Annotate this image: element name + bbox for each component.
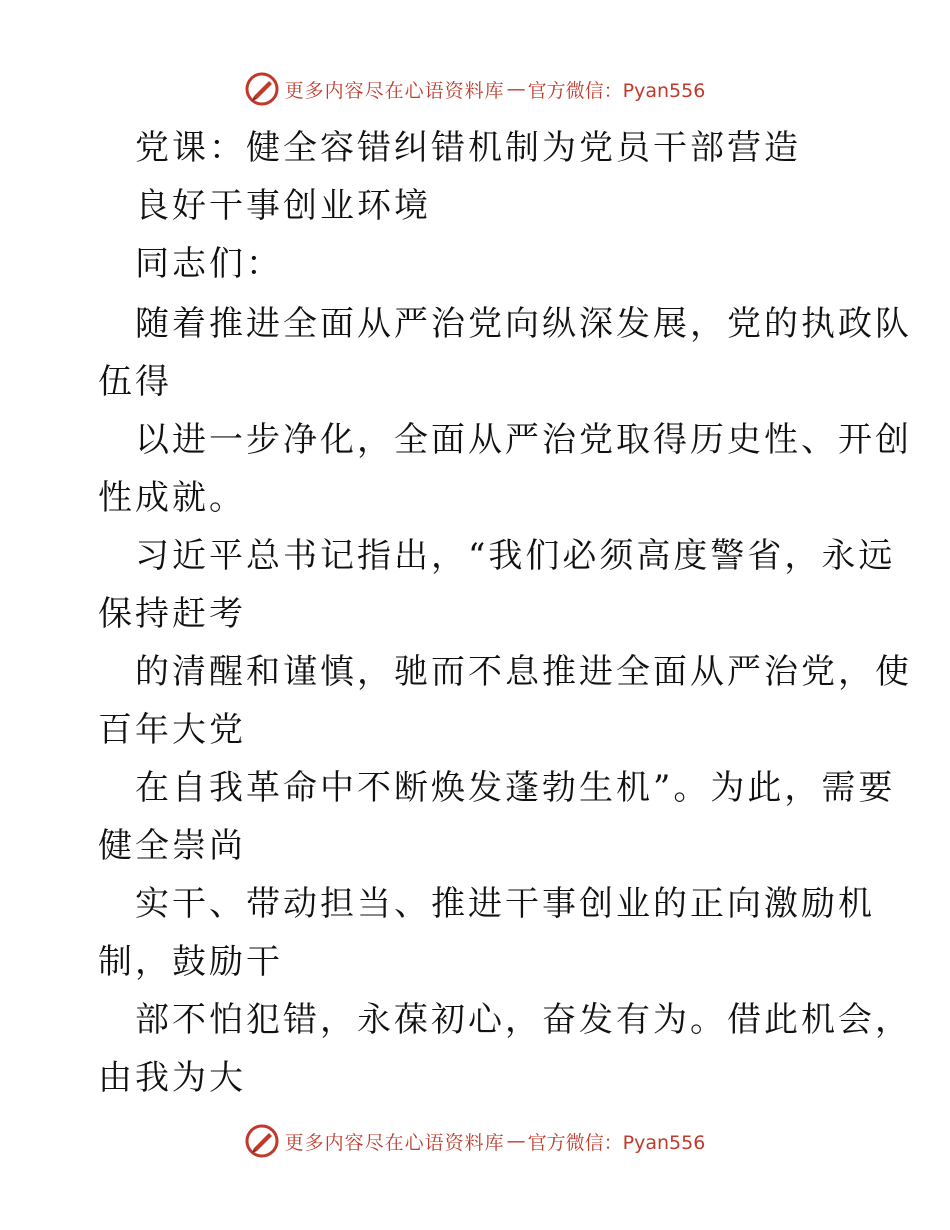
paragraph-line: 的清醒和谨慎，驰而不息推进全面从严治党，使 xyxy=(135,652,912,692)
header-watermark xyxy=(0,72,950,106)
watermark-separator: — xyxy=(506,78,526,100)
paragraph-line: 随着推进全面从严治党向纵深发展，党的执政队 xyxy=(135,304,912,344)
paragraph-line: 百年大党 xyxy=(98,710,246,750)
paragraph-line: 部不怕犯错，永葆初心，奋发有为。借此机会， xyxy=(135,1000,912,1040)
paragraph-line: 健全崇尚 xyxy=(98,826,246,866)
watermark-separator: — xyxy=(506,1130,526,1152)
paragraph-line: 制，鼓励干 xyxy=(98,942,283,982)
paragraph-line: 在自我革命中不断焕发蓬勃生机”。为此，需要 xyxy=(135,768,896,808)
paragraph-line: 以进一步净化，全面从严治党取得历史性、开创 xyxy=(135,420,912,460)
watermark-brand: 更多内容尽在心语资料库 xyxy=(284,1131,505,1154)
paragraph-line: 实干、带动担当、推进干事创业的正向激励机 xyxy=(135,884,875,924)
watermark-wechat: 官方微信：Pyan556 xyxy=(527,1131,706,1154)
doc-greeting: 同志们： xyxy=(135,244,283,284)
pen-logo-icon xyxy=(245,1124,279,1158)
paragraph-line: 保持赶考 xyxy=(98,594,246,634)
footer-watermark xyxy=(0,1124,950,1158)
doc-title-line-1: 党课：健全容错纠错机制为党员干部营造 xyxy=(135,128,801,168)
paragraph-line: 性成就。 xyxy=(98,478,246,518)
watermark-wechat: 官方微信：Pyan556 xyxy=(527,79,706,102)
pen-logo-icon xyxy=(245,72,279,106)
doc-title-line-2: 良好干事创业环境 xyxy=(135,186,431,226)
paragraph-line: 由我为大 xyxy=(98,1058,246,1098)
watermark-brand: 更多内容尽在心语资料库 xyxy=(284,79,505,102)
paragraph-line: 伍得 xyxy=(98,362,172,402)
paragraph-line: 习近平总书记指出，“我们必须高度警省，永远 xyxy=(135,536,896,576)
